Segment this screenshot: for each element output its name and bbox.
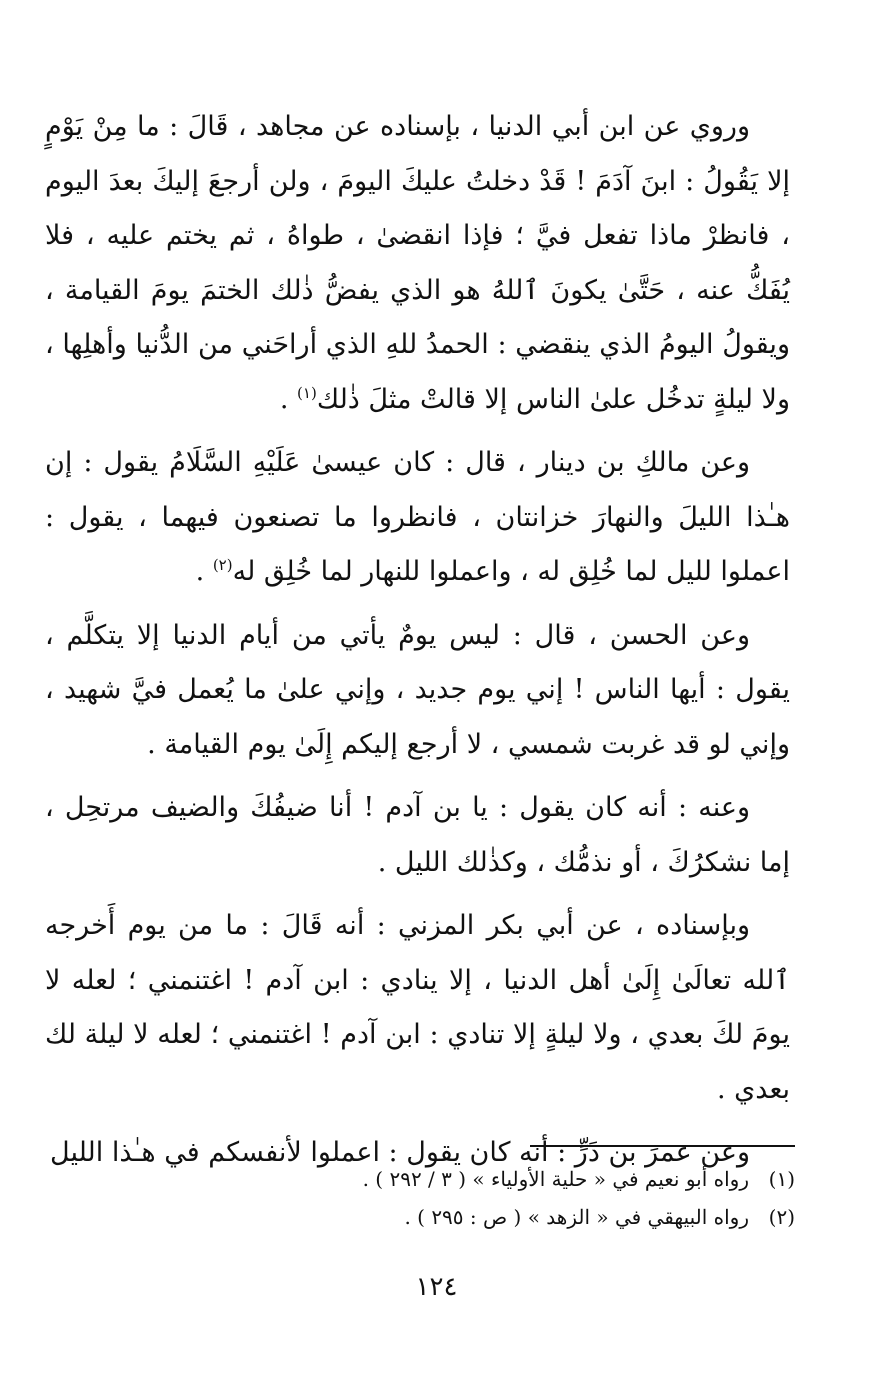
paragraph-text: وبإسناده ، عن أبي بكر المزني : أنه قَالَ : ما من يوم أَخرجه ٱلله تعالَىٰ إِلَىٰ أهل الدنيا ، إلا ينادي : ابن آدم ! اغتنمني ؛ لعله لا يومَ لكَ بعدي ، ولا ليلةٍ إلا تنادي : ابن آدم ! اغتنمني ؛ لعله لا ليلة لك بعدي .: [45, 910, 790, 1105]
footnotes: [45, 1160, 795, 1236]
footnote-number: (١): [768, 1167, 795, 1191]
paragraph-text: .: [279, 383, 298, 415]
paragraph: [45, 100, 790, 427]
paragraph: [45, 899, 790, 1117]
paragraph: [45, 436, 790, 600]
footnote-text: رواه البيهقي في « الزهد » ( ص : ٢٩٥ ) .: [404, 1205, 749, 1229]
paragraph: [45, 781, 790, 890]
footnote-text: رواه أبو نعيم في « حلية الأولياء » ( ٣ / ٢٩٢ ) .: [362, 1167, 749, 1191]
paragraph-text: .: [195, 556, 213, 587]
paragraph-text: وعن عمرَ بن ذَرٍّ : أنه كان يقول : اعملوا لأنفسكم في هـٰذا الليل: [50, 1137, 750, 1168]
paragraph-text: وعنه : أنه كان يقول : يا بن آدم ! أنا ضيفُكَ والضيف مرتحِل ، إما نشكرُكَ ، أو نذمُّك ، وكذٰلك الليل .: [45, 792, 790, 878]
paragraph-text: وعن مالكِ بن دينار ، قال : كان عيسىٰ عَلَيْهِ السَّلَامُ يقول : إن هـٰذا الليلَ والنهارَ خزانتان ، فانظروا ما تصنعون فيهما ، يقول : اعملوا لليل لما خُلِق له ، واعملوا للنهار لما خُلِق له: [45, 447, 790, 587]
footnote-1: [45, 1160, 795, 1198]
page-body: [45, 100, 790, 1190]
paragraph-text: وعن الحسن ، قال : ليس يومٌ يأتي من أيام الدنيا إلا يتكلَّم ، يقول : أيها الناس ! إني يوم جديد ، وإني علىٰ ما يُعمل فيَّ شهيد ، وإني لو قد غربت شمسي ، لا أرجع إليكم إِلَىٰ يوم القيامة .: [45, 619, 790, 760]
page-number: ١٢٤: [415, 1272, 458, 1302]
footnote-reference: (١): [297, 383, 317, 402]
footnote-2: [45, 1198, 795, 1236]
footnote-number: (٢): [768, 1205, 795, 1229]
paragraph-text: وروي عن ابن أبي الدنيا ، بإسناده عن مجاهد ، قَالَ : ما مِنْ يَوْمٍ إلا يَقُولُ : ابنَ آدَمَ ! قَدْ دخلتُ عليكَ اليومَ ، ولن أرجعَ إليكَ بعدَ اليوم ، فانظرْ ماذا تفعل فيَّ ؛ فإذا انقضىٰ ، طواهُ ، ثم يختم عليه ، فلا يُفَكُّ عنه ، حَتَّىٰ يكونَ ٱللهُ هو الذي يفضُّ ذٰلك الختمَ يومَ القيامة ، ويقولُ اليومُ الذي ينقضي : الحمدُ للهِ الذي أراحَني من الدُّنيا وأهلِها ، ولا ليلةٍ تدخُل علىٰ الناس إلا قالتْ مثلَ ذٰلك: [45, 111, 790, 415]
footnote-divider: [530, 1145, 795, 1147]
footnote-reference: (٢): [212, 556, 233, 574]
paragraph: [45, 609, 790, 773]
